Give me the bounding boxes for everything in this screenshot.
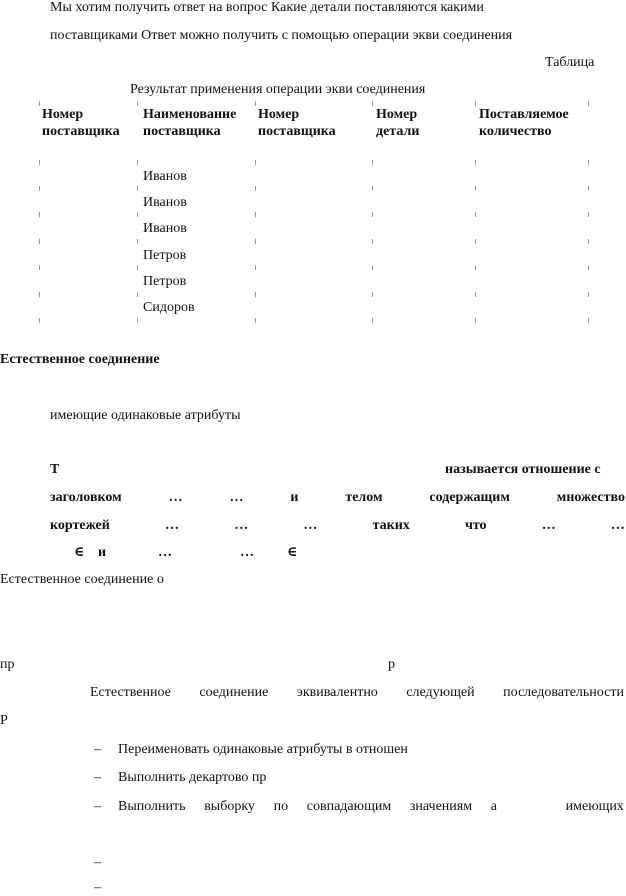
table-border-mark [39,160,40,165]
word: таких [372,518,410,533]
table-border-mark [137,292,138,297]
ellipsis: … [168,490,183,505]
bullet-dash: – [94,742,101,757]
def-symbol-t: T [50,462,60,477]
table-border-mark [372,239,373,244]
col-header-supplier-number: Номер поставщика [42,107,120,139]
table-border-mark [39,292,40,297]
table-border-mark [137,101,138,106]
element-of-symbol: ∈ [74,545,85,560]
table-border-mark [475,212,476,217]
word: значениям [409,799,473,814]
table-cell-name: Сидоров [143,300,195,315]
ellipsis: … [165,518,180,533]
def-line-3 [50,518,625,534]
table-border-mark [255,160,256,165]
bullet-dash: – [94,799,101,814]
table-border-mark [39,101,40,106]
equivalence-line [90,685,624,701]
table-border-mark [372,101,373,106]
table-border-mark [255,239,256,244]
table-border-mark [39,186,40,191]
table-border-mark [372,265,373,270]
step-cartesian-product: Выполнить декартово пр [118,770,267,785]
table-border-mark [588,186,589,191]
ellipsis: … [240,545,254,560]
word: и [290,490,299,505]
table-cell-name: Петров [143,248,187,263]
intro-line-1: Мы хотим получить ответ на вопрос Какие детали поставляются какими [50,0,484,15]
word: эквивалентно [296,685,378,700]
table-border-mark [372,186,373,191]
fragment-p: р [388,657,395,672]
word: телом [345,490,383,505]
table-border-mark [475,239,476,244]
table-border-mark [137,318,138,323]
table-border-mark [137,265,138,270]
word: заголовком [50,490,122,505]
word: следующей [406,685,475,700]
ellipsis: … [541,518,556,533]
word: Выполнить [118,799,186,814]
word: соединение [199,685,269,700]
col-header-quantity: Поставляемое количество [479,107,569,139]
table-border-mark [39,212,40,217]
word: что [464,518,487,533]
fragment-pr: пр [0,657,15,672]
table-border-mark [475,292,476,297]
table-border-mark [255,265,256,270]
col-header-supplier-number-2: Номер поставщика [258,107,336,139]
element-of-symbol: ∈ [287,545,298,560]
word: имеющих [565,799,624,814]
table-border-mark [137,186,138,191]
table-border-mark [372,212,373,217]
word: Естественное [90,685,171,700]
word: выборку [204,799,255,814]
word: по [273,799,289,814]
table-border-mark [372,292,373,297]
table-border-mark [255,101,256,106]
word: совпадающим [306,799,392,814]
table-border-mark [39,265,40,270]
table-border-mark [588,318,589,323]
table-border-mark [588,292,589,297]
word: кортежей [50,518,110,533]
table-border-mark [137,160,138,165]
table-border-mark [39,239,40,244]
col-header-part-number: Номер детали [376,107,420,139]
ellipsis: … [158,545,172,560]
table-caption: Результат применения операции экви соединения [130,82,426,97]
section-title-natural-join: Естественное соединение [0,352,160,367]
table-border-mark [588,212,589,217]
step-rename: Переименовать одинаковые атрибуты в отношен [118,742,408,757]
table-border-mark [475,186,476,191]
fragment-p-capital: Р [0,713,8,728]
natural-join-op-text: Естественное соединение о [0,572,164,587]
table-cell-name: Иванов [143,195,187,210]
bullet-dash: – [94,880,101,895]
step-selection [118,799,624,815]
table-border-mark [372,160,373,165]
def-line-2 [50,490,625,506]
table-cell-name: Петров [143,274,187,289]
table-border-mark [588,101,589,106]
word: а [490,799,497,814]
bullet-dash: – [94,855,101,870]
ellipsis: … [303,518,318,533]
word: последовательности [503,685,624,700]
word: и [98,545,107,560]
ellipsis: … [234,518,249,533]
word: множество [556,490,625,505]
intro-line-2: поставщиками Ответ можно получить с помощью операции экви соединения [50,28,513,43]
table-border-mark [137,212,138,217]
col-header-supplier-name: Наименование поставщика [143,107,237,139]
table-border-mark [372,318,373,323]
table-border-mark [255,186,256,191]
table-cell-name: Иванов [143,221,187,236]
table-border-mark [588,239,589,244]
table-cell-name: Иванов [143,169,187,184]
table-border-mark [137,239,138,244]
same-attributes-text: имеющие одинаковые атрибуты [50,408,241,423]
table-border-mark [588,160,589,165]
table-border-mark [39,318,40,323]
table-border-mark [475,265,476,270]
bullet-dash: – [94,770,101,785]
table-border-mark [475,101,476,106]
ellipsis: … [229,490,244,505]
word: содержащим [429,490,510,505]
table-border-mark [588,265,589,270]
table-border-mark [475,318,476,323]
table-border-mark [255,292,256,297]
ellipsis: … [610,518,625,533]
table-border-mark [475,160,476,165]
table-border-mark [255,212,256,217]
table-label: Таблица [545,55,595,70]
table-border-mark [255,318,256,323]
def-line-1-tail: называется отношение с [445,462,601,477]
